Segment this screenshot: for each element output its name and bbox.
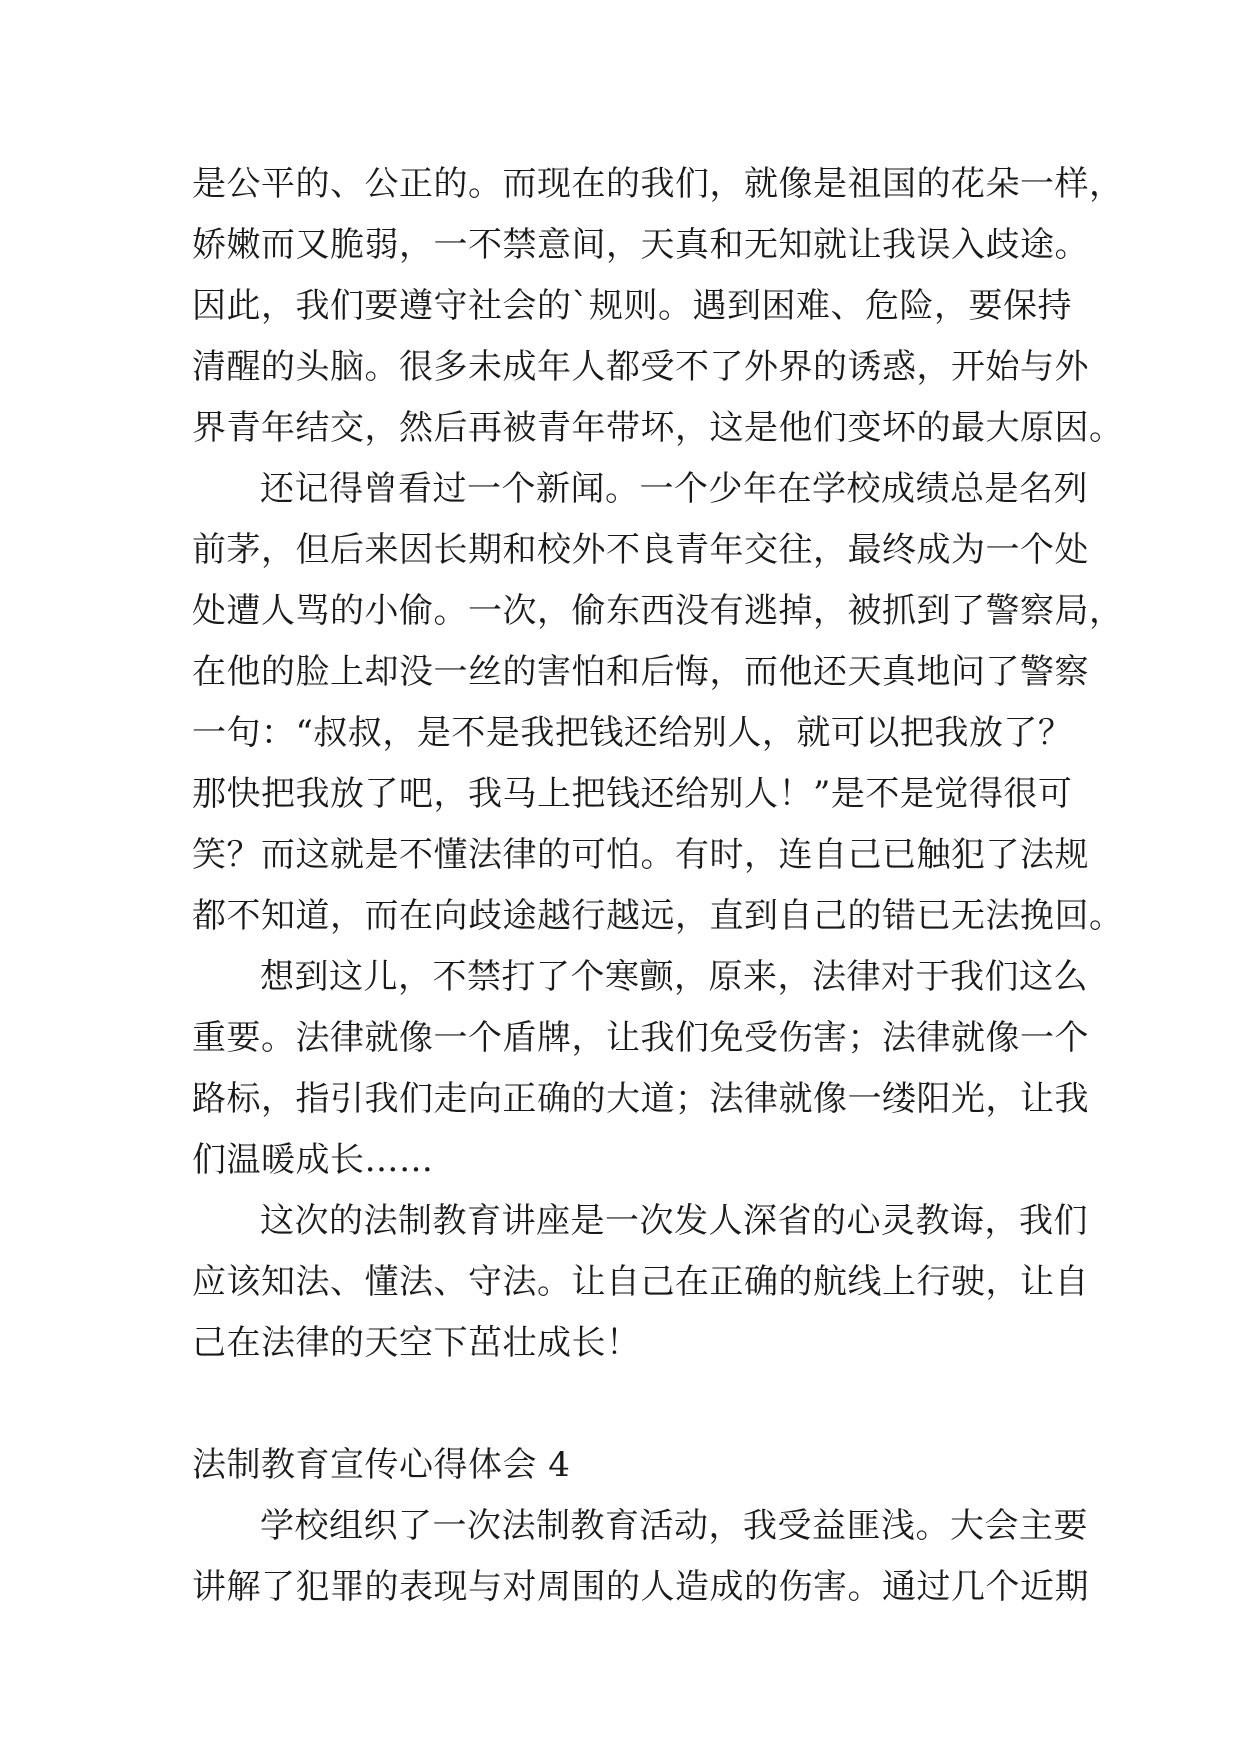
paragraph-line: 重要。法律就像一个盾牌，让我们免受伤害；法律就像一个 [192,1018,1089,1058]
paragraph-line: 因此，我们要遵守社会的`规则。遇到困难、危险，要保持 [192,286,1072,326]
section-heading: 法制教育宣传心得体会 4 [192,1445,571,1485]
paragraph-line: 都不知道，而在向歧途越行越远，直到自己的错已无法挽回。 [192,896,1124,936]
paragraph-4 [192,1191,1089,1374]
paragraph-line: 讲解了犯罪的表现与对周围的人造成的伤害。通过几个近期 [192,1567,1089,1607]
paragraph-line: 处遭人骂的小偷。一次，偷东西没有逃掉，被抓到了警察局， [192,591,1124,631]
paragraph-line: 前茅，但后来因长期和校外不良青年交往，最终成为一个处 [192,530,1089,570]
paragraph-line: 们温暖成长…… [192,1140,434,1180]
paragraph-line: 在他的脸上却没一丝的害怕和后悔，而他还天真地问了警察 [192,652,1089,692]
paragraph-line: 笑？而这就是不懂法律的可怕。有时，连自己已触犯了法规 [192,835,1089,875]
section-spacer [192,1374,1072,1435]
paragraph-line: 是公平的、公正的。而现在的我们，就像是祖国的花朵一样， [192,164,1124,204]
paragraph-5 [192,1496,1089,1618]
paragraph-line: 己在法律的天空下茁壮成长！ [192,1323,641,1363]
paragraph-line: 一句：“叔叔，是不是我把钱还给别人，就可以把我放了？ [192,713,1073,753]
paragraph-1 [192,154,1124,459]
paragraph-line: 清醒的头脑。很多未成年人都受不了外界的诱惑，开始与外 [192,347,1089,387]
paragraph-line: 学校组织了一次法制教育活动，我受益匪浅。大会主要 [260,1506,1088,1546]
document-body [192,154,1124,1618]
paragraph-line: 娇嫩而又脆弱，一不禁意间，天真和无知就让我误入歧途。 [192,225,1089,265]
paragraph-2 [192,459,1124,947]
paragraph-3 [192,947,1089,1191]
paragraph-line: 应该知法、懂法、守法。让自己在正确的航线上行驶，让自 [192,1262,1089,1302]
paragraph-line: 还记得曾看过一个新闻。一个少年在学校成绩总是名列 [260,469,1088,509]
paragraph-line: 那快把我放了吧，我马上把钱还给别人！”是不是觉得很可 [192,774,1073,814]
paragraph-line: 这次的法制教育讲座是一次发人深省的心灵教诲，我们 [260,1201,1088,1241]
paragraph-line: 路标，指引我们走向正确的大道；法律就像一缕阳光，让我 [192,1079,1089,1119]
paragraph-line: 想到这儿，不禁打了个寒颤，原来，法律对于我们这么 [260,957,1088,997]
paragraph-line: 界青年结交，然后再被青年带坏，这是他们变坏的最大原因。 [192,408,1124,448]
